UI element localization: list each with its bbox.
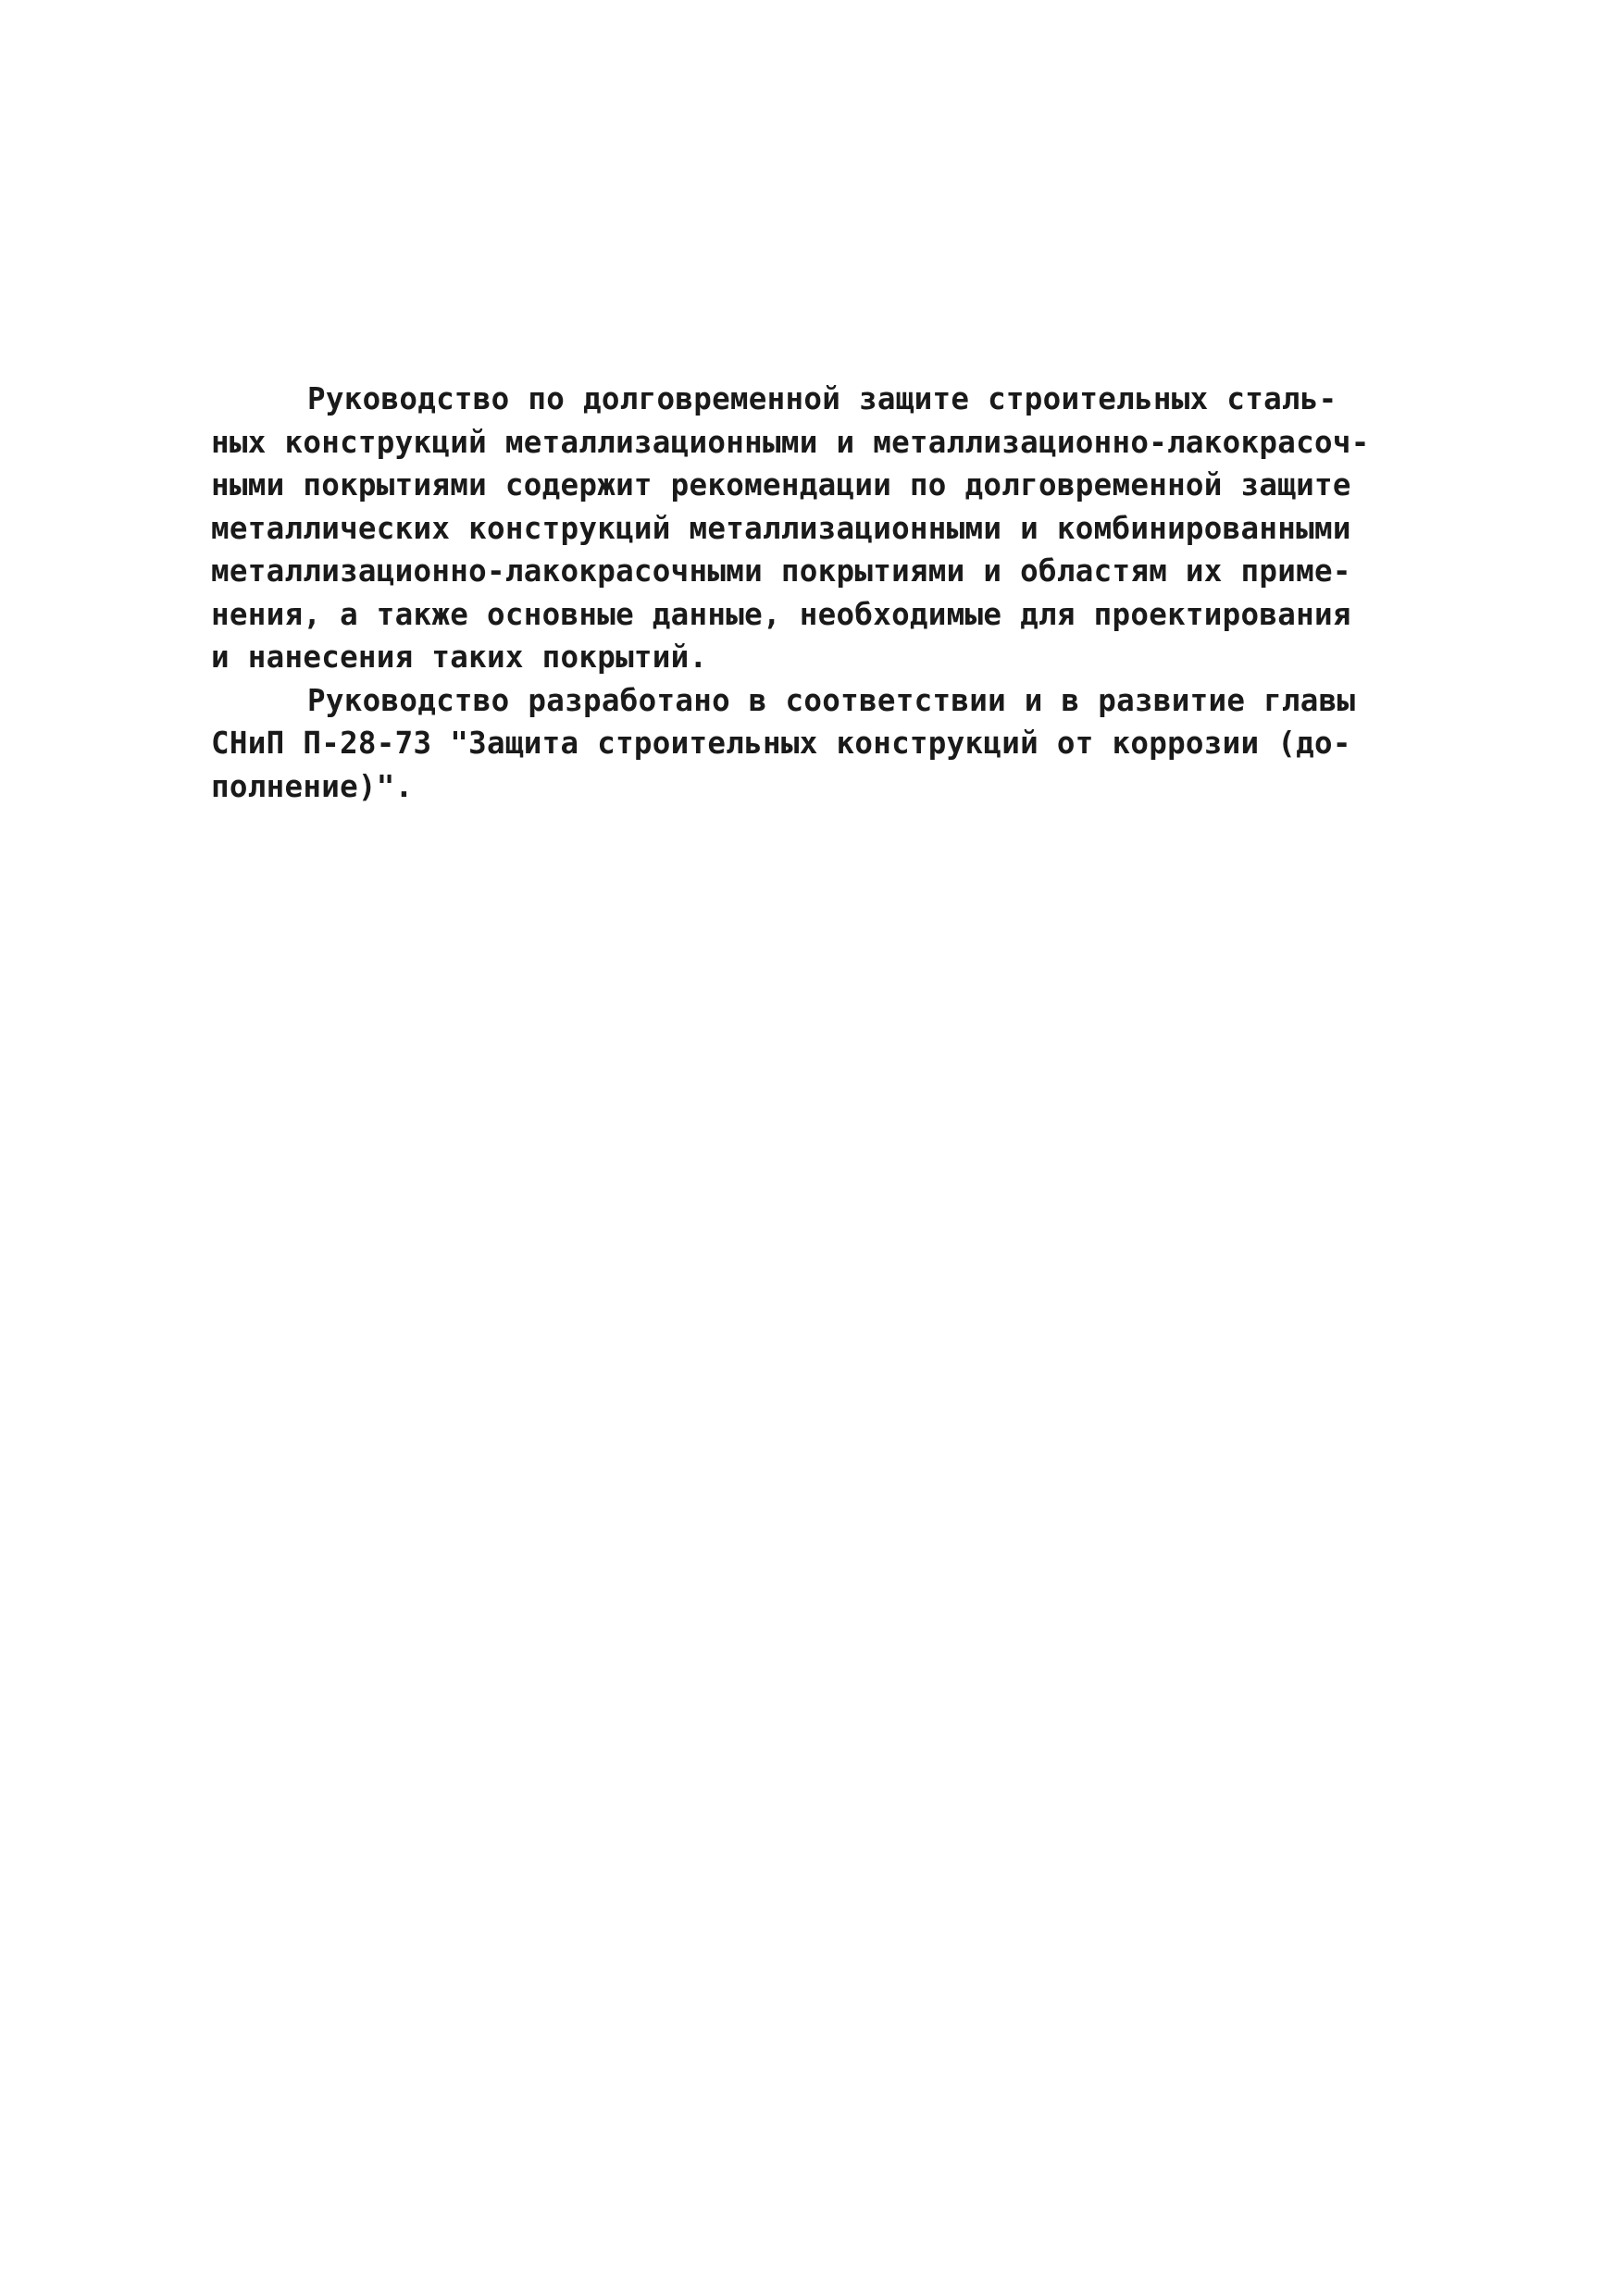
text-line: нения, а также основные данные, необходимые для проектирования: [211, 596, 1351, 632]
text-line: Руководство разработано в соответствии и в развитие главы: [307, 682, 1356, 718]
paragraph-2: [211, 679, 1472, 809]
paragraph-1: [211, 378, 1472, 679]
text-line: ных конструкций металлизационными и металлизационно-лакокрасоч-: [211, 424, 1370, 460]
text-line: металлических конструкций металлизационными и комбинированными: [211, 510, 1351, 546]
text-line: металлизационно-лакокрасочными покрытиями и областям их приме-: [211, 553, 1351, 589]
text-line: Руководство по долговременной защите строительных сталь-: [307, 381, 1337, 416]
abstract-text: [211, 378, 1472, 808]
text-line: полнение)".: [211, 768, 414, 804]
text-line: и нанесения таких покрытий.: [211, 639, 708, 675]
text-line: ными покрытиями содержит рекомендации по долговременной защите: [211, 467, 1351, 503]
text-line: СНиП П-28-73 "Защита строительных конструкций от коррозии (до-: [211, 726, 1351, 761]
